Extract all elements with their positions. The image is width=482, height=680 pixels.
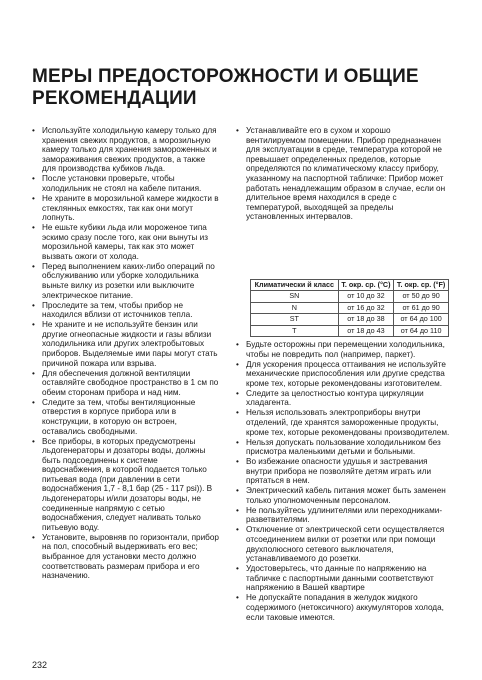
table-cell: от 10 до 32	[338, 291, 394, 302]
list-item: • Не пользуйтесь удлинителями или переходниками-разветвителями.	[236, 506, 450, 525]
table-header-cell: Т. окр. ср. (°C)	[338, 280, 394, 291]
table-cell: от 64 до 100	[394, 314, 449, 325]
table-header-cell: Т. окр. ср. (°F)	[394, 280, 449, 291]
list-item: • Следите за тем, чтобы вентиляционные отверстия в корпусе прибора или в конструкции, в которую он встроен, оставались свободными.	[32, 398, 221, 436]
table-cell: от 64 до 110	[394, 325, 449, 336]
list-item: • Нельзя использовать электроприборы внутри отделений, где хранятся замороженные продукты, кроме тех, которые рекомендованы производителем.	[236, 408, 450, 437]
list-item: • Проследите за тем, чтобы прибор не находился вблизи от источников тепла.	[32, 301, 221, 320]
page-title-line1: МЕРЫ ПРЕДОСТОРОЖНОСТИ И ОБЩИЕ	[32, 66, 419, 87]
list-item: • Удостоверьтесь, что данные по напряжению на табличке с паспортными данными соответствуют напряжению в Вашей квартире	[236, 564, 450, 593]
list-item: • Перед выполнением каких-либо операций по обслуживанию или уборке холодильника выньте вилку из розетки или выключите электрическое питание.	[32, 262, 221, 300]
table-header-cell: Климатически й класс	[251, 280, 339, 291]
list-item: • Во избежание опасности удушья и застревания внутри прибора не позволяйте детям играть или прятаться в нем.	[236, 457, 450, 486]
list-item: • Будьте осторожны при перемещении холодильника, чтобы не повредить пол (например, паркет).	[236, 340, 450, 359]
table-row	[251, 302, 449, 313]
climate-class-table	[250, 279, 449, 337]
left-column-list	[32, 126, 221, 581]
list-item: • Не допускайте попадания в желудок жидкого содержимого (нетоксичного) аккумуляторов холода, если таковые имеются.	[236, 593, 450, 622]
right-column-list	[236, 340, 450, 623]
table-cell: от 18 до 38	[338, 314, 394, 325]
list-item: • Не ешьте кубики льда или мороженое типа эскимо сразу после того, как они вынуты из морозильной камеры, так как это может вызвать ожоги от холода.	[32, 223, 221, 261]
list-item: • Используйте холодильную камеру только для хранения свежих продуктов, а морозильную камеру только для хранения замороженных и замораживания свежих продуктов, а также для производства кубиков льда.	[32, 126, 221, 174]
list-item: • Для обеспечения должной вентиляции оставляйте свободное пространство в 1 см по обеим сторонам прибора и над ним.	[32, 369, 221, 398]
list-item: • Установите, выровняв по горизонтали, прибор на пол, способный выдерживать его вес; выбранное для установки место должно соответствовать размерам прибора и его назначению.	[32, 533, 221, 581]
table-row	[251, 314, 449, 325]
list-item: • Для ускорения процесса оттаивания не используйте механические приспособления или другие средства кроме тех, которые рекомендованы изготовителем.	[236, 360, 450, 389]
page-number: 232	[32, 660, 48, 670]
table-cell: от 18 до 43	[338, 325, 394, 336]
table-cell: T	[251, 325, 339, 336]
page-title	[32, 66, 462, 110]
table-cell: от 61 до 90	[394, 302, 449, 313]
page-title-line2: РЕКОМЕНДАЦИИ	[32, 88, 197, 109]
list-item: • Не храните и не используйте бензин или другие огнеопасные жидкости и газы вблизи холодильника или других электробытовых приборов. Выделяемые ими пары могут стать причиной пожара или взрыва.	[32, 320, 221, 368]
list-item: • Отключение от электрической сети осуществляется отсоединением вилки от розетки или при помощи двухполюсного сетевого выключателя, устанавливаемого до розетки.	[236, 525, 450, 563]
list-item: • Устанавливайте его в сухом и хорошо вентилируемом помещении. Прибор предназначен для эксплуатации в среде, температура которой не превышает определенных пределов, которые определяются по климатическому классу прибору, указанному на паспортной табличке: Прибор может работать ненадлежащим образом в случае, если он длительное время находился в среде с температурой, выходящей за пределы установленных интервалов.	[236, 126, 450, 222]
list-item: • Не храните в морозильной камере жидкости в стеклянных емкостях, так как они могут лопнуть.	[32, 194, 221, 223]
table-row	[251, 291, 449, 302]
list-item: • Следите за целостностью контура циркуляции хладагента.	[236, 389, 450, 408]
table-cell: от 50 до 90	[394, 291, 449, 302]
table-header-row	[251, 280, 449, 291]
table-cell: от 16 до 32	[338, 302, 394, 313]
table-cell: ST	[251, 314, 339, 325]
list-item: • После установки проверьте, чтобы холодильник не стоял на кабеле питания.	[32, 174, 221, 193]
list-item: • Все приборы, в которых предусмотрены льдогенераторы и дозаторы воды, должны быть подсоединены к системе водоснабжения, в которой подается только питьевая вода (при давлении в сети водоснабжения 1,7 - 8,1 бар (25 - 117 psi)). В льдогенераторы и/или дозаторы воды, не соединенные напрямую с сетью водоснабжения, следует наливать только питьевую воду.	[32, 437, 221, 533]
table-cell: SN	[251, 291, 339, 302]
table-row	[251, 325, 449, 336]
right-column-intro	[236, 126, 450, 222]
list-item: • Нельзя допускать пользование холодильником без присмотра маленькими детьми и больными.	[236, 438, 450, 457]
list-item: • Электрический кабель питания может быть заменен только уполномоченным персоналом.	[236, 486, 450, 505]
table-cell: N	[251, 302, 339, 313]
